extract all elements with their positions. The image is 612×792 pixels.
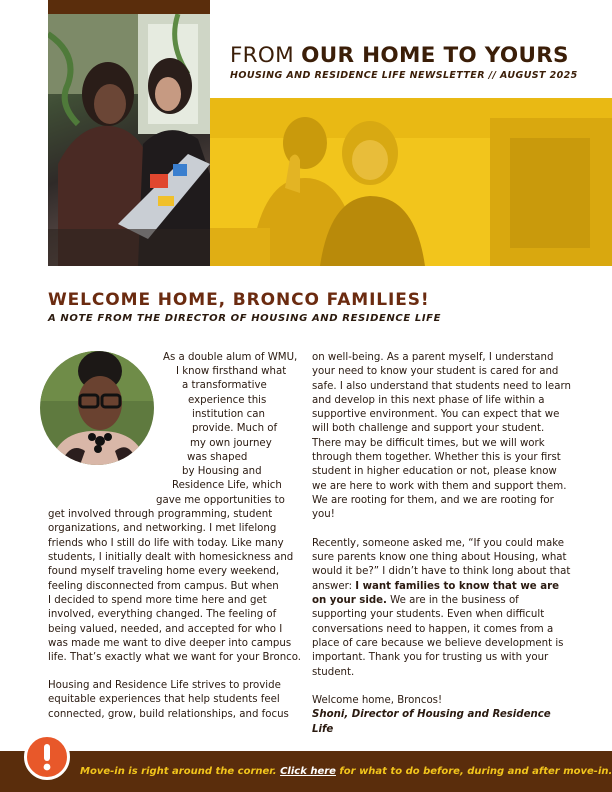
closing-line: Welcome home, Broncos! (312, 695, 443, 707)
text-line: my own journey (190, 438, 272, 449)
key-message: I want families to know that we are on your side. (312, 580, 559, 607)
director-portrait (40, 351, 154, 465)
article-heading: WELCOME HOME, BRONCO FAMILIES! (48, 290, 430, 310)
text-line: provide. Much of (192, 423, 278, 434)
text-line: friends who I still do life with today. Like many (48, 538, 284, 549)
text-span: We are in the business of supporting your students. Even when difficult conversations need to happen, it comes from a place of care because we believe development is important. Thank you for trusting us with your student. (312, 595, 564, 678)
alert-icon (24, 734, 70, 780)
text-line: gave me opportunities to (156, 495, 285, 506)
text-line: experience this (188, 395, 267, 406)
newsletter-title (230, 42, 600, 70)
notice-text: Move-in is right around the corner. (80, 766, 281, 777)
text-line: by Housing and (182, 466, 262, 477)
text-line: organizations, and networking. I met lifelong (48, 523, 277, 534)
masthead (230, 42, 600, 81)
text-line: get involved through programming, student (48, 509, 273, 520)
closing-block (312, 694, 574, 737)
notice-text: for what to do before, during and after move-in. (335, 766, 612, 777)
text-line: a transformative (182, 380, 267, 391)
text-line: Residence Life, which (172, 480, 282, 491)
students-thumbs-up-photo (210, 98, 612, 266)
paragraph-one-thing (312, 537, 574, 680)
text-line: I decided to spend more time here and get (48, 595, 267, 606)
title-bold: OUR HOME TO YOURS (301, 43, 569, 68)
text-line: involved, everything changed. The feeling of (48, 609, 277, 620)
paragraph-housing-mission: Housing and Residence Life strives to provide equitable experiences that help students feel connected, grow, build relationships, and focus (48, 680, 289, 720)
text-line: being valued, needed, and accepted for who I (48, 624, 283, 635)
students-laptop-photo (48, 14, 210, 266)
text-line: was made me want to dive deeper into campus (48, 638, 292, 649)
newsletter-subtitle: HOUSING AND RESIDENCE LIFE NEWSLETTER // AUGUST 2025 (230, 70, 578, 81)
text-line: life. That’s exactly what we want for your Bronco. (48, 652, 302, 663)
title-light: FROM (230, 43, 294, 68)
move-in-notice (80, 766, 612, 777)
text-line: feeling disconnected from campus. But when (48, 581, 279, 592)
signature: Shoni, Director of Housing and Residence Life (312, 709, 551, 735)
text-line: institution can (192, 409, 265, 420)
paragraph-wellbeing: on well-being. As a parent myself, I understand your need to know your student is cared for and safe. I also understand that students need to learn and develop in this next phase of life within a supportive environment. You can expect that we will both challenge and support your student. There may be difficult times, but we will work through them together. Whether this is your first student in higher education or not, please know we are here to work with them and support them. We are rooting for them, and we are rooting for you! (312, 352, 571, 521)
right-column (312, 351, 574, 737)
article-subheading: A NOTE FROM THE DIRECTOR OF HOUSING AND RESIDENCE LIFE (48, 313, 442, 324)
top-accent-bar (48, 0, 210, 14)
text-line: was shaped (187, 452, 248, 463)
text-span: Recently, someone asked me, “If you could make sure parents know one thing about Housing, what would it be?” I didn’t have to think long about that answer: (312, 537, 571, 592)
text-line: found myself traveling home every weekend, (48, 566, 280, 577)
text-line: As a double alum of WMU, (163, 352, 298, 363)
click-here-link[interactable]: Click here (280, 766, 336, 777)
text-line: I know firsthand what (176, 366, 287, 377)
text-line: students, I initially dealt with homesickness and (48, 552, 294, 563)
